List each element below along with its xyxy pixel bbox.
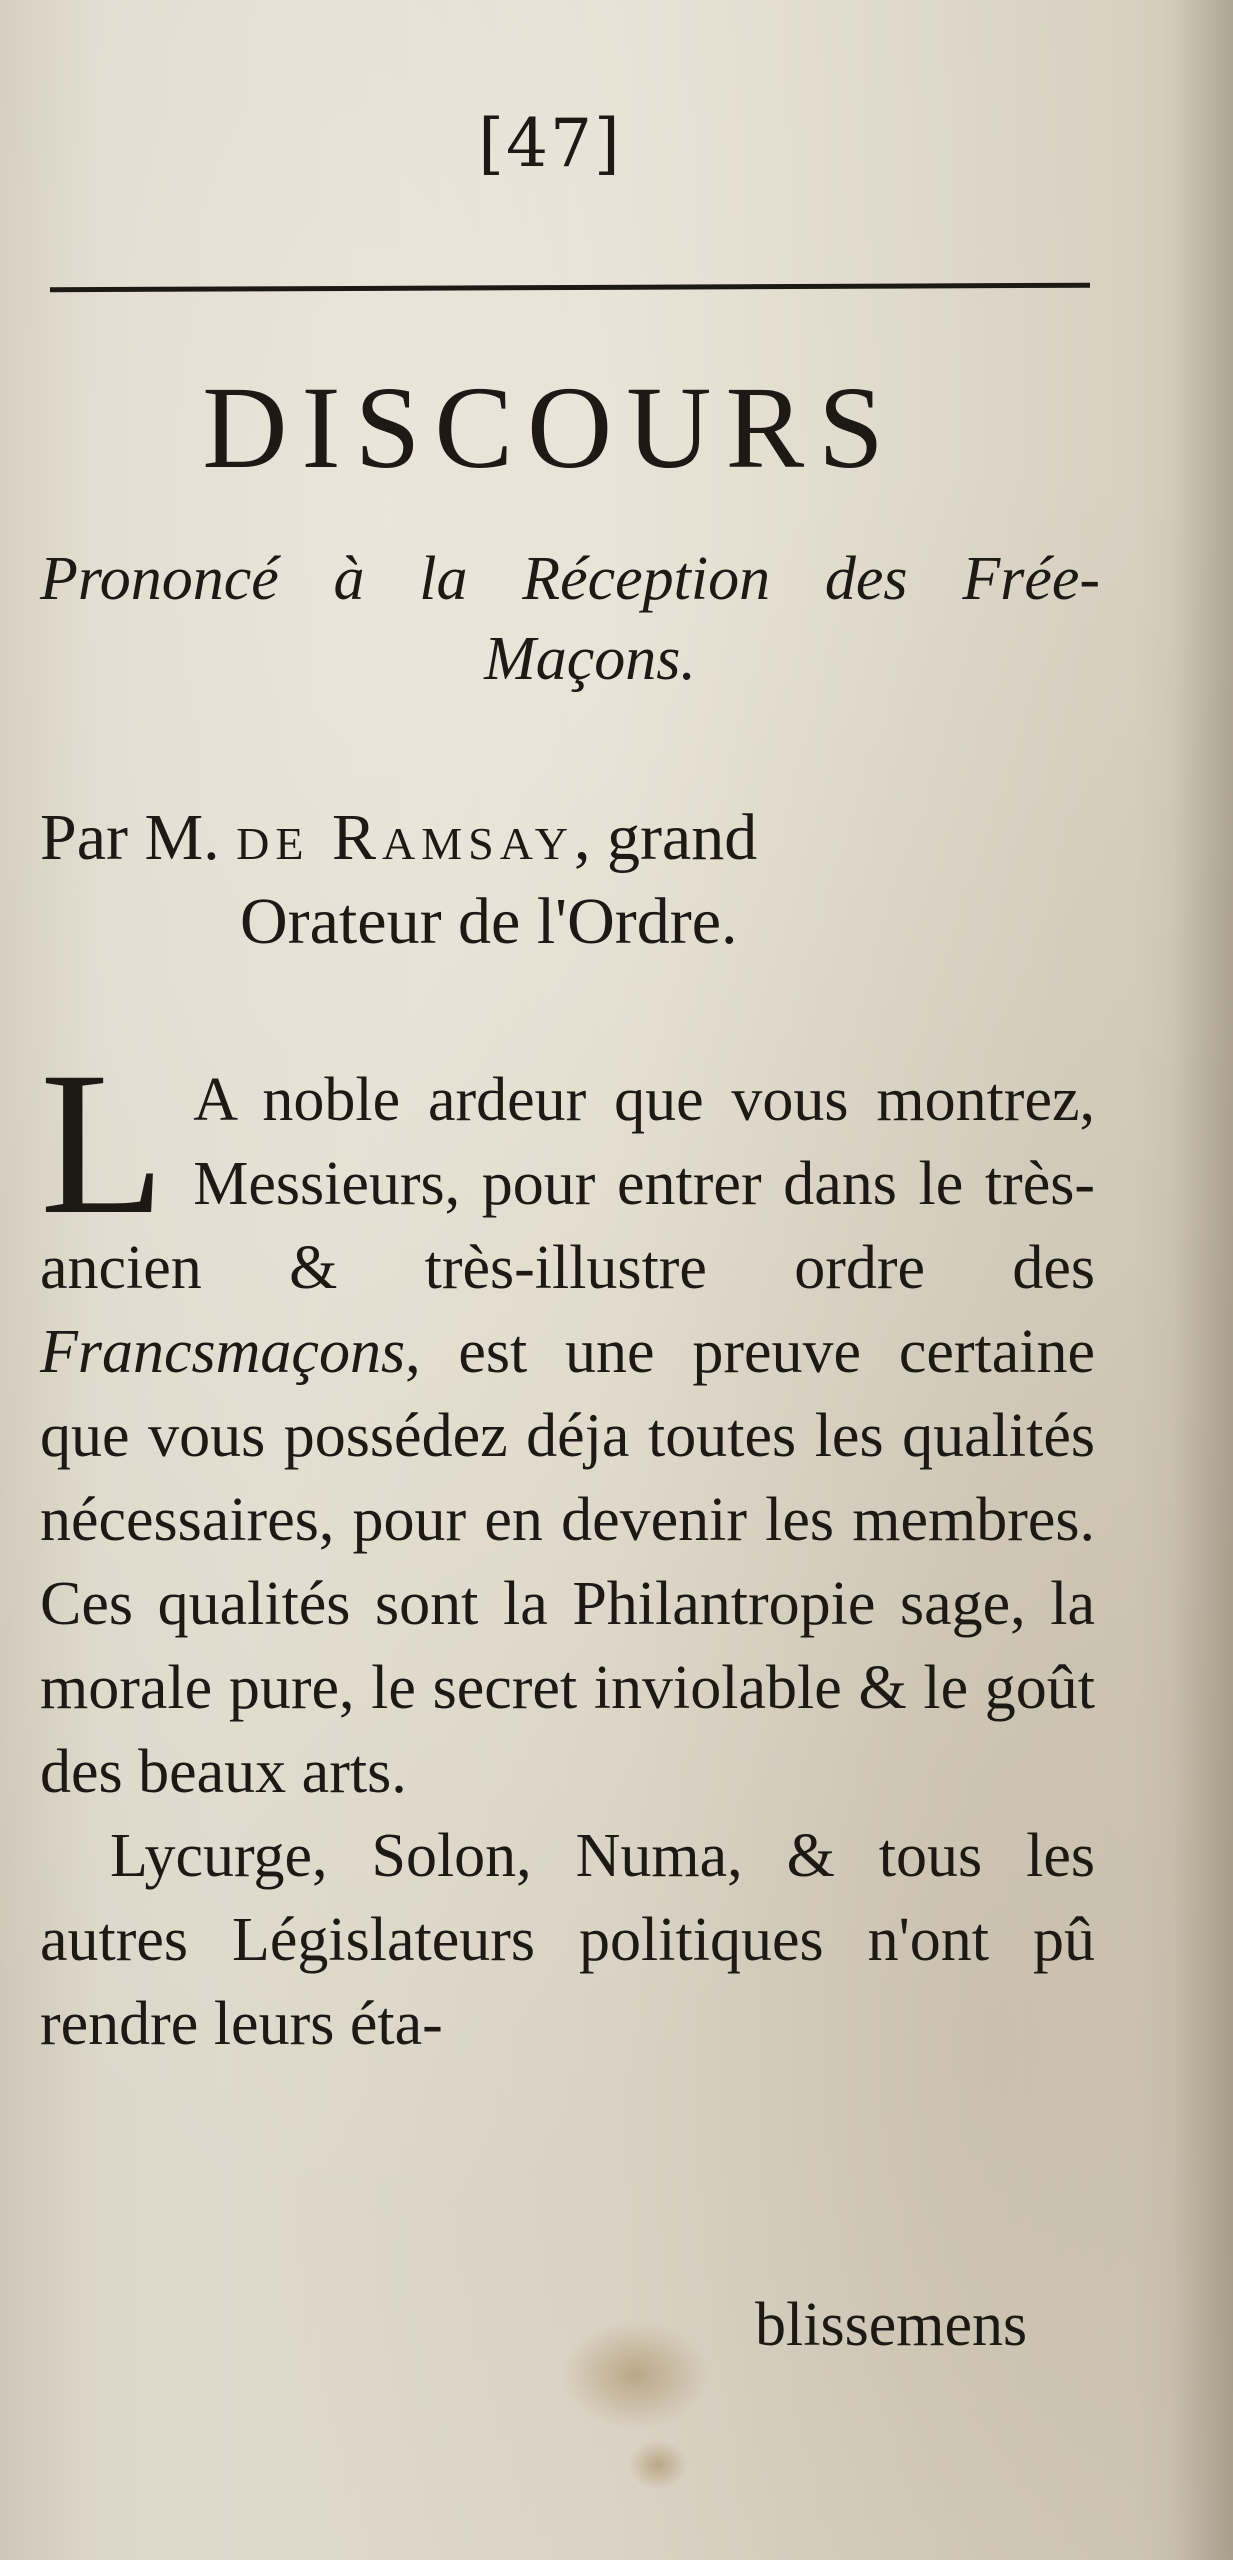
paragraph-1-text-end: , est une preuve certaine que vous possédez déja toutes les qualités nécessaires, pour en devenir les membres. Ces qualités sont la Philantropie sage, la morale pure, le secret inviolable & le goût des beaux arts.: [40, 1318, 1095, 1806]
body-text: [40, 1030, 1095, 2066]
paper-stain: [560, 2320, 710, 2430]
page-edge-shadow: [1173, 0, 1233, 2560]
subtitle-line-1: Prononcé à la Réception des Frée-: [40, 545, 1100, 613]
author-line: [40, 800, 1100, 960]
paragraph-1-text-start: A noble ardeur que vous montrez, Messieurs, pour entrer dans le très-ancien & très-illustre ordre des: [40, 1066, 1095, 1302]
paragraph-1-italic: Francsmaçons: [40, 1318, 406, 1386]
drop-cap: L: [40, 1030, 166, 1257]
paper-stain-small: [628, 2440, 688, 2490]
catchword: blissemens: [755, 2291, 1028, 2359]
subtitle: [40, 545, 1100, 693]
page-title: DISCOURS: [202, 362, 898, 493]
author-line-1: [40, 800, 1100, 876]
header-rule: [50, 283, 1090, 293]
author-line-2: Orateur de l'Ordre.: [240, 885, 738, 958]
author-suffix: , grand: [573, 801, 758, 874]
author-prefix: Par M.: [40, 801, 237, 874]
subtitle-line-2: Maçons.: [484, 625, 696, 693]
paragraph-2: Lycurge, Solon, Numa, & tous les autres Législateurs politiques n'ont pû rendre leurs éta-: [40, 1822, 1095, 2058]
author-name: de Ramsay: [236, 801, 574, 874]
page-number: [47]: [478, 105, 622, 182]
paragraph-1: [40, 1030, 1095, 1814]
